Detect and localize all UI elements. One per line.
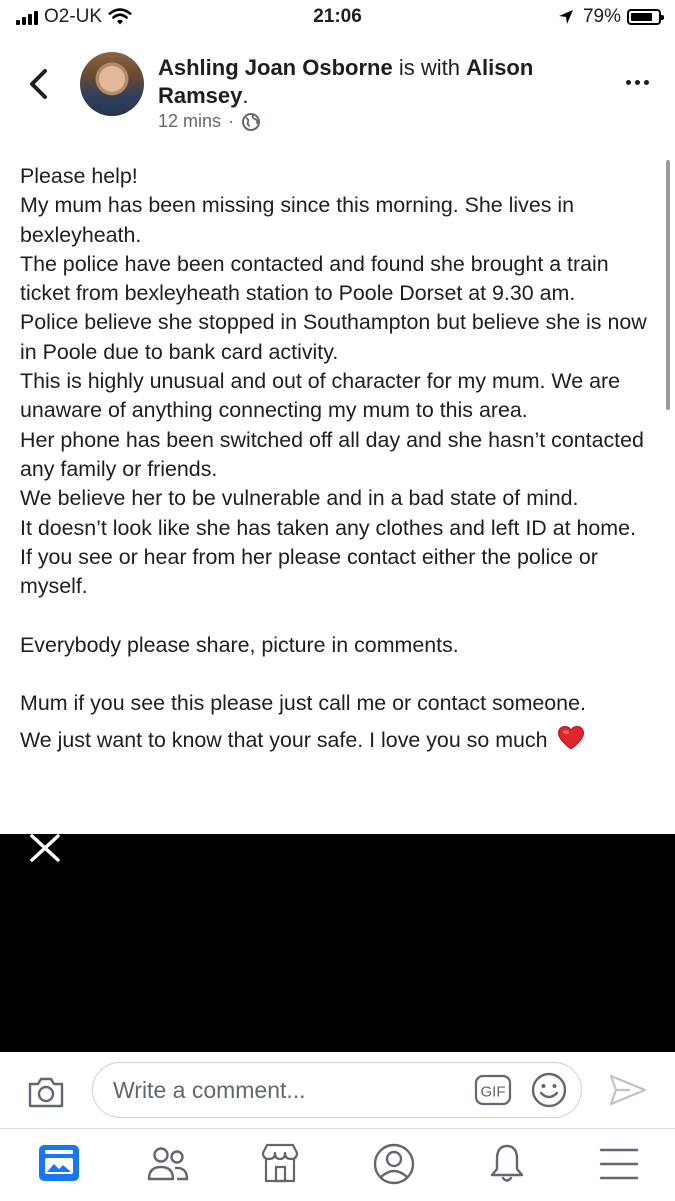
battery-fill [631,13,652,21]
photo-viewer[interactable] [0,834,675,1052]
menu-icon[interactable] [594,1141,644,1187]
red-heart-icon [557,725,585,751]
clock: 21:06 [313,6,362,27]
post-paragraph: We believe her to be vulnerable and in a bad state of mind. [20,486,579,511]
with-text: is with [398,55,460,80]
meta-separator: · [228,111,235,131]
back-arrow-icon[interactable] [24,66,54,102]
notifications-icon[interactable] [482,1141,532,1187]
close-icon[interactable] [28,834,62,864]
post-paragraph: Her phone has been switched off all day and she hasn’t contacted any family or friends. [20,427,644,481]
post-paragraph: It doesn’t look like she has taken any clothes and left ID at home. [20,515,636,540]
profile-icon[interactable] [369,1141,419,1187]
status-bar [0,0,675,36]
post-paragraph: Police believe she stopped in Southampton but believe she is now in Poole due to bank card activity. [20,310,647,364]
friends-icon[interactable] [143,1141,193,1187]
closing-line-heart [20,725,660,755]
share-line: Everybody please share, picture in comments. [20,632,459,657]
tagged-name-last[interactable]: Ramsey [158,83,243,108]
post-body [20,162,660,755]
post-meta [158,111,261,132]
scrollbar[interactable] [666,160,670,410]
battery-icon [627,9,661,25]
marketplace-icon[interactable] [255,1141,305,1187]
globe-icon [241,112,261,132]
battery-percent: 79% [582,6,621,27]
author-period: . [242,83,249,108]
comment-placeholder: Write a comment... [113,1077,306,1103]
post-paragraph: Please help! [20,164,138,188]
post-paragraph: This is highly unusual and out of character for my mum. We are unaware of anything connecting my mum to this area. [20,369,620,423]
gif-button[interactable] [474,1074,512,1106]
emoji-icon[interactable] [530,1071,568,1109]
tagged-name-first[interactable]: Alison [466,55,534,80]
send-icon[interactable] [608,1072,648,1108]
post-paragraph: If you see or hear from her please contact either the police or myself. [20,544,598,599]
author-avatar[interactable] [80,52,144,116]
status-right [557,6,661,28]
author-name[interactable]: Ashling Joan Osborne [158,55,393,80]
camera-icon[interactable] [26,1074,66,1110]
post-timestamp[interactable]: 12 mins [158,111,222,131]
carrier-label: O2-UK [44,6,103,27]
closing-line: Mum if you see this please just call me or contact someone. [20,691,586,716]
gif-label: GIF [480,1083,506,1101]
post-paragraph: The police have been contacted and found she brought a train ticket from bexleyheath station to Poole Dorset at 9.30 am. [20,251,609,306]
more-options-icon[interactable] [626,80,649,85]
tab-bar [0,1128,675,1201]
location-arrow-icon [557,8,575,26]
closing-line-text: We just want to know that your safe. I love you so much [20,727,548,752]
post-paragraph: My mum has been missing since this morning. She lives in bexleyheath. [20,193,575,247]
news-feed-icon[interactable] [34,1141,84,1187]
post-author-line [158,54,588,110]
